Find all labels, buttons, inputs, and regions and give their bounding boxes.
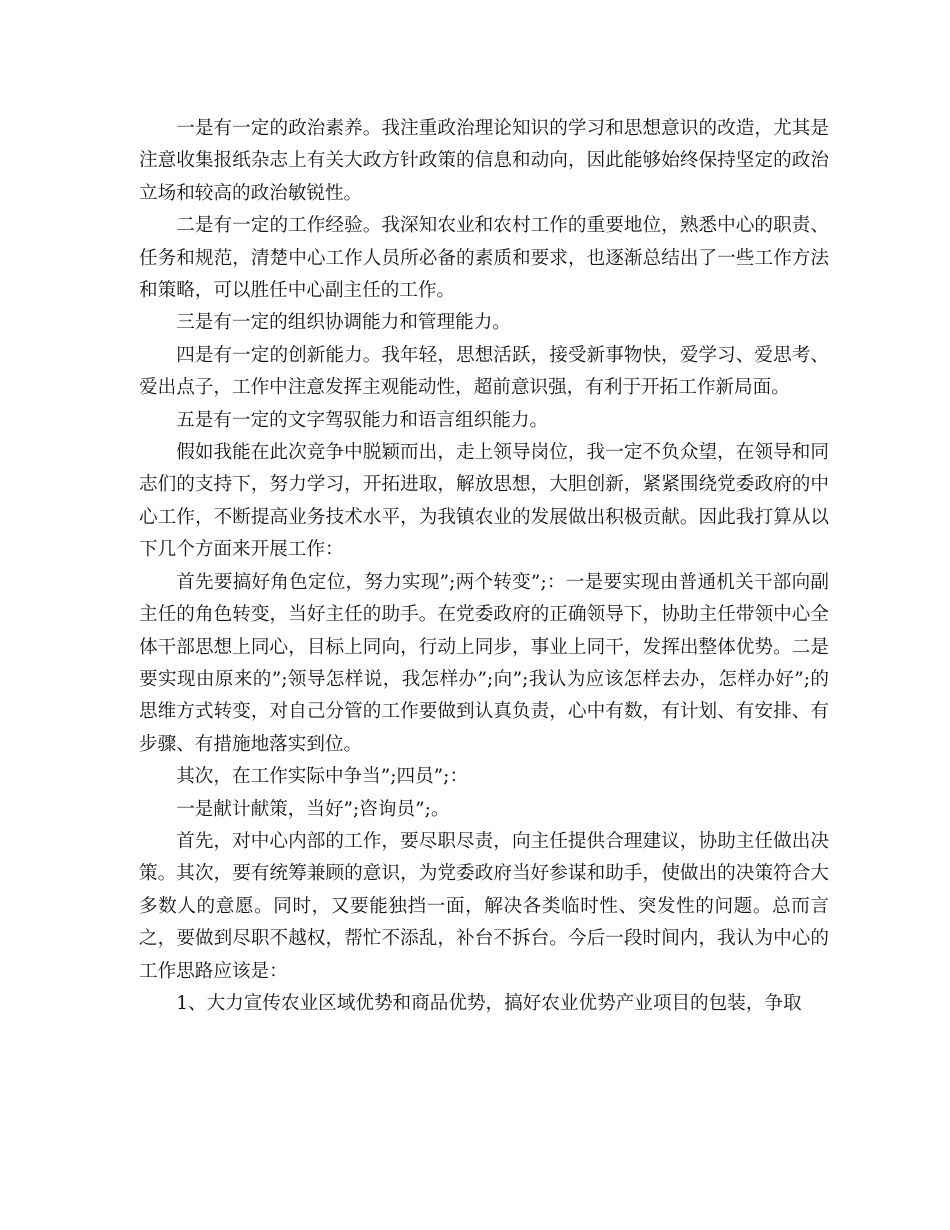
paragraph-innovation-ability: 四是有一定的创新能力。我年轻，思想活跃，接受新事物快，爱学习、爱思考、爱出点子，工作中注意发挥主观能动性，超前意识强，有利于开拓工作新局面。 — [139, 344, 829, 399]
paragraph-commitment: 假如我能在此次竞争中脱颖而出，走上领导岗位，我一定不负众望，在领导和同志们的支持下，努力学习，开拓进取，解放思想，大胆创新，紧紧围绕党委政府的中心工作，不断提高业务技术水平，为我镇农业的发展做出积极贡献。因此我打算从以下几个方面来开展工作： — [139, 442, 829, 561]
paragraph-four-roles: 其次，在工作实际中争当”;四员”;： — [176, 766, 469, 788]
paragraph-writing-ability: 五是有一定的文字驾驭能力和语言组织能力。 — [176, 409, 549, 431]
paragraph-coordination-ability: 三是有一定的组织协调能力和管理能力。 — [176, 312, 511, 334]
paragraph-political-quality: 一是有一定的政治素养。我注重政治理论知识的学习和思想意识的改造，尤其是注意收集报纸杂志上有关大政方针政策的信息和动向，因此能够始终保持坚定的政治立场和较高的政治敏锐性。 — [139, 118, 829, 204]
document-body — [139, 113, 829, 1020]
paragraph-duties: 首先，对中心内部的工作，要尽职尽责，向主任提供合理建议，协助主任做出决策。其次，要有统筹兼顾的意识，为党委政府当好参谋和助手，使做出的决策符合大多数人的意愿。同时，又要能独挡一面，解决各类临时性、突发性的问题。总而言之，要做到尽职不越权，帮忙不添乱，补台不拆台。今后一段时间内，我认为中心的工作思路应该是： — [139, 830, 829, 982]
paragraph-advisor-role: 一是献计献策，当好”;咨询员”;。 — [176, 798, 450, 820]
paragraph-item-1: 1、大力宣传农业区域优势和商品优势，搞好农业优势产业项目的包装，争取 — [176, 992, 802, 1014]
paragraph-role-positioning: 首先要搞好角色定位，努力实现”;两个转变”;：一是要实现由普通机关干部向副主任的角色转变，当好主任的助手。在党委政府的正确领导下，协助主任带领中心全体干部思想上同心，目标上同向，行动上同步，事业上同干，发挥出整体优势。二是要实现由原来的”;领导怎样说，我怎样办”;向”;我认为应该怎样去办，怎样办好”;的思维方式转变，对自己分管的工作要做到认真负责，心中有数，有计划、有安排、有步骤、有措施地落实到位。 — [139, 571, 829, 755]
paragraph-work-experience: 二是有一定的工作经验。我深知农业和农村工作的重要地位，熟悉中心的职责、任务和规范，清楚中心工作人员所必备的素质和要求，也逐渐总结出了一些工作方法和策略，可以胜任中心副主任的工作。 — [139, 215, 829, 302]
